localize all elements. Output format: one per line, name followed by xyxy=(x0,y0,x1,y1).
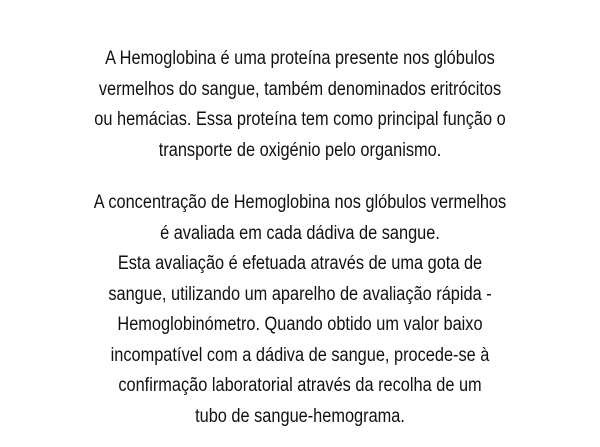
text-line: vermelhos do sangue, também denominados eritrócitos xyxy=(98,78,502,100)
text-line: confirmação laboratorial através da recolha de um xyxy=(118,375,482,396)
text-line: Hemoglobinómetro. Quando obtido um valor baixo xyxy=(117,314,483,335)
text-line: A concentração de Hemoglobina nos glóbulos vermelhos xyxy=(93,192,507,213)
text-line: ou hemácias. Essa proteína tem como principal função o xyxy=(94,109,506,130)
text-line: incompatível com a dádiva de sangue, procede-se à xyxy=(110,344,490,366)
paragraph-hemoglobin-definition xyxy=(0,44,600,166)
text-line: transporte de oxigénio pelo organismo. xyxy=(158,139,442,161)
paragraph-hemoglobin-evaluation xyxy=(0,188,600,432)
text-line: é avaliada em cada dádiva de sangue. xyxy=(160,222,440,244)
text-line: tubo de sangue-hemograma. xyxy=(195,405,405,427)
text-line: Esta avaliação é efetuada através de uma gota de xyxy=(117,253,483,274)
text-line: A Hemoglobina é uma proteína presente nos glóbulos xyxy=(105,48,495,69)
text-line: sangue, utilizando um aparelho de avaliação rápida - xyxy=(108,283,492,305)
